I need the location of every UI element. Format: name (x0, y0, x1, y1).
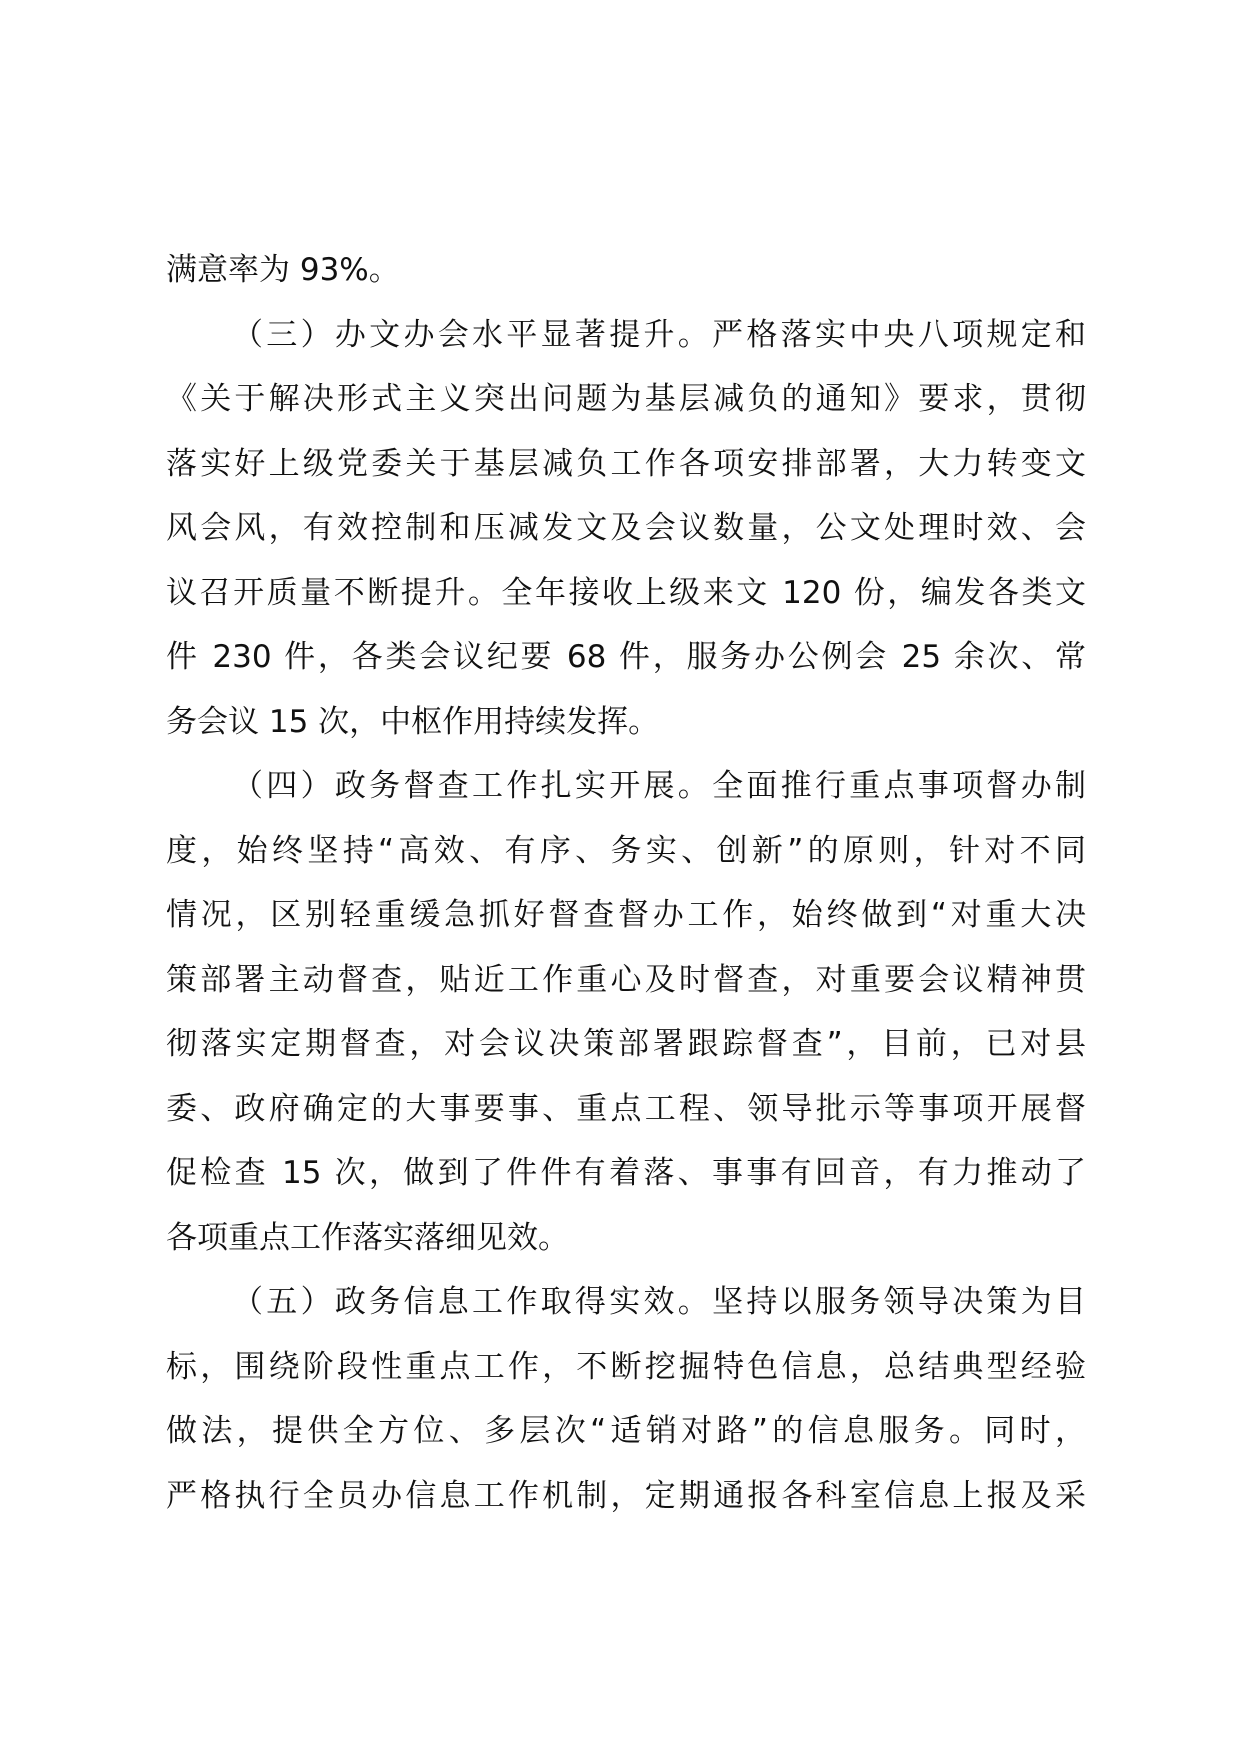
document-body (166, 238, 1086, 1528)
text-line: 彻落实定期督查，对会议决策部署跟踪督查”，目前，已对县 (166, 1026, 1086, 1062)
text-line: 议召开质量不断提升。全年接收上级来文 120 份，编发各类文 (166, 574, 1086, 611)
paragraph-information (166, 1270, 1086, 1528)
text-line: 情况，区别轻重缓急抓好督查督办工作，始终做到“对重大决 (166, 897, 1086, 933)
text-line: 落实好上级党委关于基层减负工作各项安排部署，大力转变文 (166, 445, 1086, 482)
text-line: 做法，提供全方位、多层次“适销对路”的信息服务。同时， (166, 1413, 1086, 1449)
text-line: 委、政府确定的大事要事、重点工程、领导批示等事项开展督 (166, 1090, 1086, 1127)
text-line: （五）政务信息工作取得实效。坚持以服务领导决策为目 (232, 1284, 1086, 1320)
text-line: 促检查 15 次，做到了件件有着落、事事有回音，有力推动了 (166, 1155, 1086, 1191)
text-line: 策部署主动督查，贴近工作重心及时督查，对重要会议精神贯 (166, 961, 1086, 998)
text-line: 标，围绕阶段性重点工作，不断挖掘特色信息，总结典型经验 (166, 1348, 1086, 1385)
text-line: （三）办文办会水平显著提升。严格落实中央八项规定和 (232, 316, 1086, 353)
paragraph-supervision (166, 754, 1086, 1270)
text-line: （四）政务督查工作扎实开展。全面推行重点事项督办制 (232, 768, 1086, 804)
text-line: 满意率为 93%。 (166, 252, 400, 288)
text-line: 各项重点工作落实落细见效。 (166, 1219, 569, 1256)
text-line: 件 230 件，各类会议纪要 68 件，服务办公例会 25 余次、常 (166, 639, 1086, 675)
text-line: 风会风，有效控制和压减发文及会议数量，公文处理时效、会 (166, 510, 1086, 546)
text-line: 严格执行全员办信息工作机制，定期通报各科室信息上报及采 (166, 1477, 1086, 1514)
text-line: 务会议 15 次，中枢作用持续发挥。 (166, 703, 660, 740)
text-line: 度，始终坚持“高效、有序、务实、创新”的原则，针对不同 (166, 832, 1086, 869)
paragraph-satisfaction-rate (166, 238, 1086, 303)
text-line: 《关于解决形式主义突出问题为基层减负的通知》要求，贯彻 (166, 381, 1086, 417)
paragraph-document-meeting (166, 303, 1086, 755)
